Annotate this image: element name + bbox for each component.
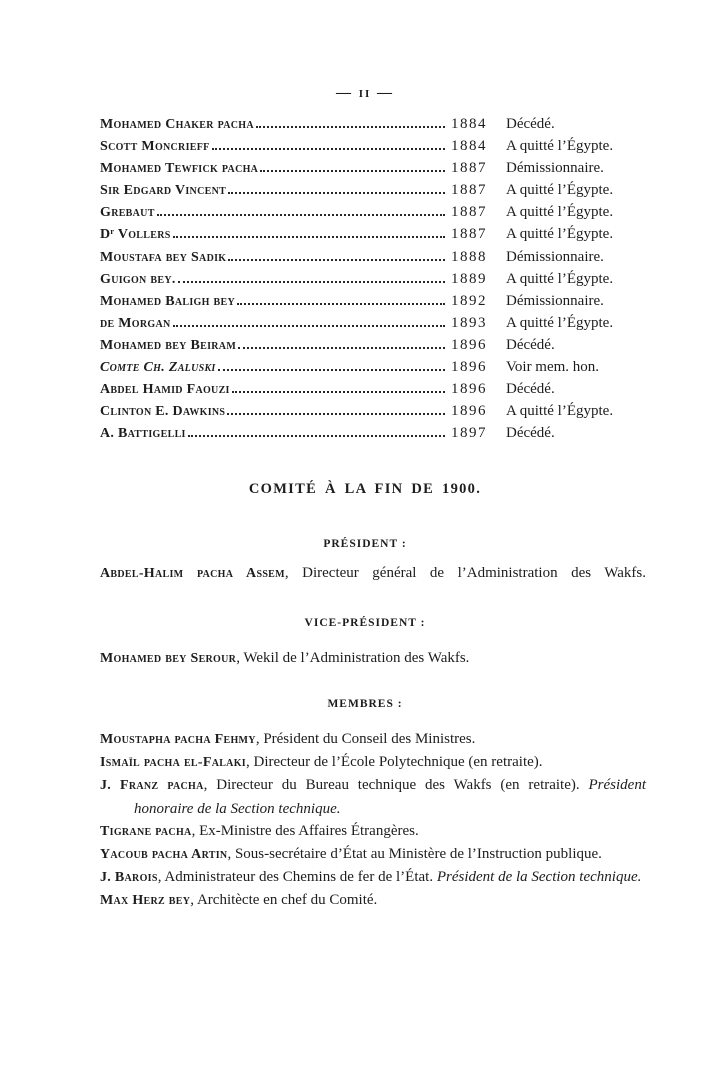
- dot-leader: [237, 301, 445, 305]
- member-name: Yacoub pacha Artin: [100, 847, 228, 863]
- table-row: [100, 226, 646, 248]
- roster-status: Démissionnaire.: [506, 248, 604, 265]
- roster-name: de Morgan: [100, 315, 171, 331]
- member-italic-note: Président honoraire de la Section technique.: [134, 777, 646, 817]
- roster-status: A quitté l’Égypte.: [506, 226, 614, 243]
- member-name: J. Barois: [100, 870, 158, 886]
- roster-year: 1887: [451, 204, 487, 221]
- roster-year: 1896: [451, 381, 487, 398]
- member-description: , Architècte en chef du Comité.: [190, 892, 378, 909]
- roster-name: A. Battigelli: [100, 426, 186, 442]
- member-name: Moustapha pacha Fehmy: [100, 732, 256, 747]
- dot-leader: [173, 234, 445, 238]
- dot-leader: [256, 124, 445, 128]
- roster-table: [100, 116, 646, 447]
- table-row: [100, 138, 646, 160]
- member-name: Ismaïl pacha el-Falaki: [100, 755, 246, 771]
- roster-status: A quitté l’Égypte.: [506, 270, 614, 287]
- list-item: [100, 866, 646, 889]
- list-item: [100, 820, 646, 843]
- dot-leader: [238, 345, 445, 349]
- roster-name: Sir Edgard Vincent: [100, 183, 227, 199]
- roster-year: 1896: [451, 336, 487, 353]
- member-description: , Sous-secrétaire d’État au Ministère de l’Instruction publique.: [227, 846, 602, 863]
- dot-leader: [218, 367, 445, 371]
- roster-year: 1893: [451, 314, 487, 331]
- dot-leader: [227, 411, 445, 415]
- table-row: [100, 337, 646, 359]
- roster-status: A quitté l’Égypte.: [506, 314, 614, 331]
- member-name: Max Herz bey: [100, 893, 191, 909]
- table-row: [100, 204, 646, 226]
- member-description: , Président du Conseil des Ministres.: [255, 731, 476, 747]
- roster-status: Décédé.: [506, 425, 555, 442]
- dot-leader: [228, 190, 445, 194]
- roster-year: 1896: [451, 359, 487, 376]
- roster-year: 1887: [451, 226, 487, 243]
- vice-president-heading: VICE-PRÉSIDENT :: [304, 617, 426, 629]
- roster-name: Dʳ Vollers: [100, 227, 171, 243]
- president-description: , Directeur général de l’Administration des Wakfs.: [284, 565, 646, 581]
- roster-status: Démissionnaire.: [506, 160, 604, 177]
- roster-year: 1887: [451, 160, 487, 177]
- member-description: , Directeur de l’École Polytechnique (en retraite).: [245, 754, 543, 771]
- table-row: [100, 403, 646, 425]
- dot-leader: [232, 389, 445, 393]
- member-description: , Ex-Ministre des Affaires Étrangères.: [191, 822, 419, 839]
- page-number: — ii —: [335, 85, 395, 101]
- roster-name: Moustafa bey Sadik: [100, 249, 227, 265]
- roster-year: 1897: [451, 425, 487, 442]
- roster-status: Décédé.: [506, 336, 555, 353]
- vice-president-name: Mohamed bey Serour: [100, 651, 237, 666]
- roster-name: Guigon bey.: [100, 271, 176, 287]
- table-row: [100, 160, 646, 182]
- roster-year: 1889: [451, 270, 487, 287]
- roster-name: Abdel Hamid Faouzi: [100, 382, 230, 398]
- roster-name: Grebaut: [100, 205, 155, 221]
- table-row: [100, 293, 646, 315]
- members-heading: MEMBRES :: [327, 698, 403, 710]
- table-row: [100, 182, 646, 204]
- table-row: [100, 249, 646, 271]
- list-item: [100, 889, 646, 912]
- table-row: [100, 381, 646, 403]
- roster-status: A quitté l’Égypte.: [506, 403, 614, 420]
- dot-leader: [212, 146, 445, 150]
- dot-leader: [157, 212, 445, 216]
- roster-status: Voir mem. hon.: [506, 359, 600, 376]
- dot-leader: [173, 323, 445, 327]
- dot-leader: [178, 279, 445, 283]
- dot-leader: [260, 168, 445, 172]
- roster-name: Comte Ch. Zaluski: [100, 360, 216, 376]
- table-row: [100, 359, 646, 381]
- president-heading: PRÉSIDENT :: [323, 538, 407, 550]
- roster-status: Décédé.: [506, 381, 555, 398]
- table-row: [100, 425, 646, 447]
- dot-leader: [188, 433, 445, 437]
- member-italic-note: Président de la Section technique.: [436, 869, 642, 886]
- roster-status: A quitté l’Égypte.: [506, 138, 614, 155]
- committee-title: COMITÉ À LA FIN DE 1900.: [248, 481, 482, 497]
- president-entry: [100, 562, 646, 585]
- list-item: [100, 728, 646, 751]
- roster-status: A quitté l’Égypte.: [506, 204, 614, 221]
- member-description: , Administrateur des Chemins de fer de l’État.: [157, 869, 437, 886]
- members-list: [100, 728, 646, 913]
- table-row: [100, 116, 646, 138]
- vice-president-description: , Wekil de l’Administration des Wakfs.: [236, 650, 470, 666]
- roster-status: Décédé.: [506, 116, 555, 132]
- table-row: [100, 271, 646, 293]
- roster-name: Mohamed Chaker pacha: [100, 117, 254, 132]
- table-row: [100, 315, 646, 337]
- member-description: , Directeur du Bureau technique des Wakfs (en retraite).: [203, 777, 589, 794]
- roster-name: Scott Moncrieff: [100, 139, 210, 155]
- vice-president-entry: [100, 647, 646, 670]
- roster-year: 1892: [451, 292, 487, 309]
- dot-leader: [228, 257, 445, 261]
- roster-year: 1896: [451, 403, 487, 420]
- list-item: [100, 843, 646, 866]
- roster-name: Mohamed Tewfick pacha: [100, 161, 259, 177]
- member-name: J. Franz pacha: [100, 778, 204, 794]
- roster-status: A quitté l’Égypte.: [506, 182, 614, 199]
- roster-year: 1884: [451, 116, 487, 132]
- roster-year: 1888: [451, 248, 487, 265]
- list-item: [100, 751, 646, 774]
- roster-status: Démissionnaire.: [506, 292, 604, 309]
- list-item: [100, 774, 646, 819]
- member-name: Tigrane pacha: [100, 823, 192, 839]
- roster-name: Mohamed bey Beiram: [100, 337, 237, 353]
- roster-name: Mohamed Baligh bey: [100, 293, 235, 309]
- president-name: Abdel-Halim pacha Assem: [100, 566, 285, 581]
- roster-name: Clinton E. Dawkins: [100, 404, 226, 420]
- roster-year: 1884: [451, 138, 487, 155]
- roster-year: 1887: [451, 182, 487, 199]
